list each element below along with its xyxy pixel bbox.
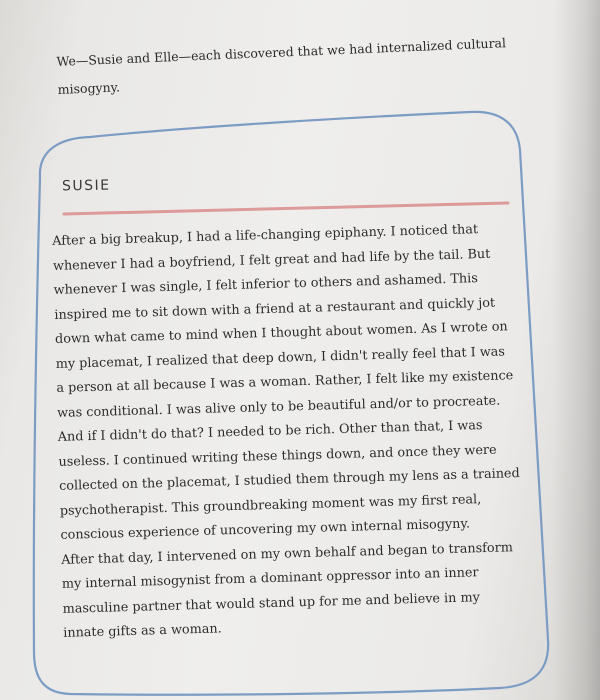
body-line: innate gifts as a woman. xyxy=(63,621,222,641)
body-line: psychotherapist. This groundbreaking moment was my first real, xyxy=(59,491,482,519)
body-line: collected on the placemat, I studied them through my lens as a trained xyxy=(58,466,520,494)
body-line: After that day, I intervened on my own behalf and began to transform xyxy=(61,539,514,568)
body-line: masculine partner that would stand up for me and believe in my xyxy=(62,589,481,617)
body-line: down what came to mind when I thought about women. As I wrote on xyxy=(54,319,508,347)
body-line: was conditional. I was alive only to be beautiful and/or to procreate. xyxy=(56,393,501,421)
heading-underline xyxy=(64,203,508,214)
body-line: And if I didn't do that? I needed to be rich. Other than that, I was xyxy=(57,418,483,445)
body-line: my placemat, I realized that deep down, I didn't really feel that I was xyxy=(55,343,506,372)
intro-line-1: We—Susie and Elle—each discovered that we had internalized cultural xyxy=(56,35,507,69)
box-body xyxy=(52,217,523,646)
body-line: whenever I was single, I felt inferior to others and ashamed. This xyxy=(53,271,479,298)
body-line: my internal misogynist from a dominant oppressor into an inner xyxy=(61,565,479,592)
body-line: inspired me to sit down with a friend at a restaurant and quickly jot xyxy=(54,295,496,323)
body-line: After a big breakup, I had a life-changing epiphany. I noticed that xyxy=(52,222,479,249)
body-line: a person at all because I was a woman. Rather, I felt like my existence xyxy=(56,368,514,396)
body-line: useless. I continued writing these things down, and once they were xyxy=(58,442,497,470)
intro-line-2: misogyny. xyxy=(57,79,121,97)
box-heading: SUSIE xyxy=(61,177,111,195)
body-line: whenever I had a boyfriend, I felt great and had life by the tail. But xyxy=(52,246,491,274)
body-line: conscious experience of uncovering my own internal misogyny. xyxy=(60,516,471,543)
